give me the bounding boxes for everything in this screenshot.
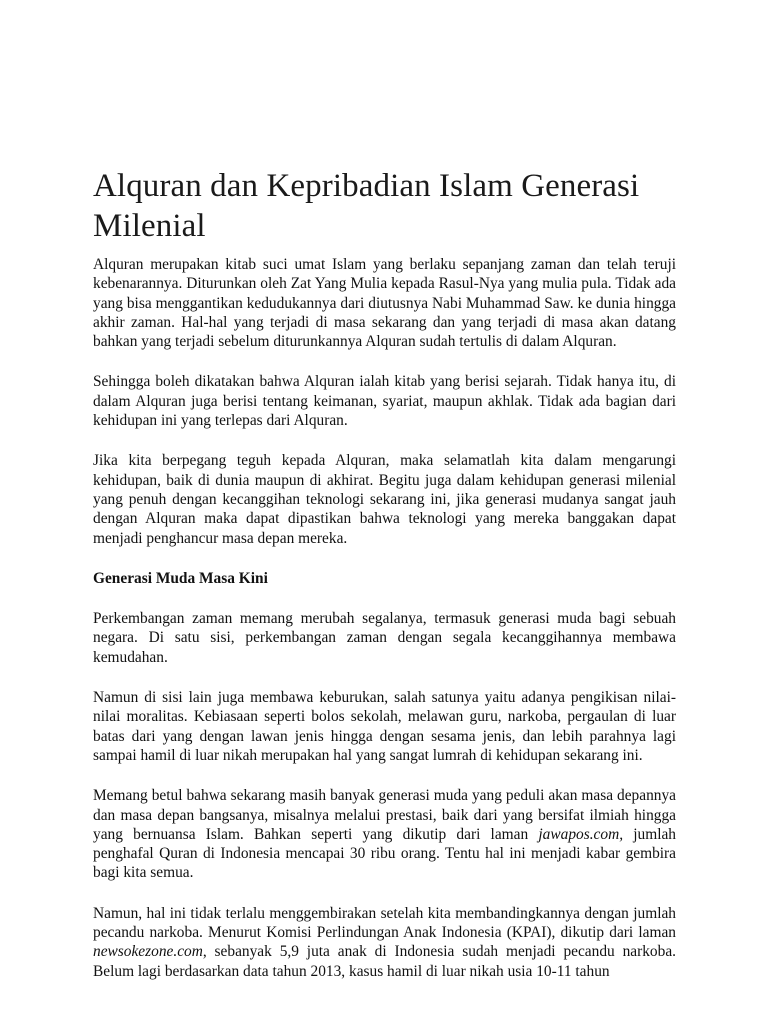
text-segment: jumlah penghafal Quran di Indonesia mencapai 30 ribu orang. Tentu hal ini menjadi kabar gembira bagi kita semua. bbox=[93, 825, 677, 882]
paragraph-development: Perkembangan zaman memang merubah segalanya, termasuk generasi muda bagi sebuah negara. Di satu sisi, perkembangan zaman dengan segala kecanggihannya membawa kemudahan. bbox=[93, 610, 676, 666]
text-segment: Namun, hal ini tidak terlalu menggembirakan setelah kita membandingkannya dengan jumlah pecandu narkoba. Menurut Komisi Perlindungan Anak Indonesia (KPAI), dikutip dari laman bbox=[93, 904, 676, 942]
source-link-jawapos: jawapos.com, bbox=[538, 825, 624, 843]
paragraph-drug-users bbox=[93, 904, 676, 981]
section-heading: Generasi Muda Masa Kini bbox=[93, 569, 268, 587]
text-segment: , sebanyak 5,9 juta anak di Indonesia sudah menjadi pecandu narkoba. Belum lagi berdasarkan data tahun 2013, kasus hamil di luar nikah usia 10-11 tahun bbox=[93, 943, 676, 980]
document-title: Alquran dan Kepribadian Islam Generasi Milenial bbox=[93, 168, 640, 244]
text-segment: Memang betul bahwa sekarang masih banyak generasi muda yang peduli akan masa depannya dan masa depan bangsanya, misalnya melalui prestasi, baik dari yang bersifat ilmiah hingga yang bernuansa Islam. Bahkan seperti yang dikutip dari laman bbox=[93, 787, 676, 843]
paragraph-quran-memorizers bbox=[93, 786, 676, 882]
source-link-newsokezone: newsokezone.com bbox=[93, 943, 203, 961]
paragraph-history: Sehingga boleh dikatakan bahwa Alquran ialah kitab yang berisi sejarah. Tidak hanya itu, di dalam Alquran juga berisi tentang keimanan, syariat, maupun akhlak. Tidak ada bagian dari kehidupan ini yang terlepas dari Alquran. bbox=[93, 373, 676, 430]
article-body bbox=[93, 166, 676, 1002]
paragraph-moral-decline: Namun di sisi lain juga membawa keburukan, salah satunya yaitu adanya pengikisan nilai-nilai moralitas. Kebiasaan seperti bolos sekolah, melawan guru, narkoba, pergaulan di luar batas dari yang dengan lawan jenis hingga dengan sesama jenis, dan lebih parahnya lagi sampai hamil di luar nikah merupakan hal yang sangat lumrah di kehidupan sekarang ini. bbox=[93, 689, 676, 764]
paragraph-intro: Alquran merupakan kitab suci umat Islam yang berlaku sepanjang zaman dan telah teruji kebenarannya. Diturunkan oleh Zat Yang Mulia kepada Rasul-Nya yang mulia pula. Tidak ada yang bisa menggantikan kedudukannya dari diutusnya Nabi Muhammad Saw. ke dunia hingga akhir zaman. Hal-hal yang terjadi di masa sekarang dan yang terjadi di masa akan datang bahkan yang terjadi sebelum diturunkannya Alquran sudah tertulis di dalam Alquran. bbox=[93, 256, 676, 351]
paragraph-millennial: Jika kita berpegang teguh kepada Alquran, maka selamatlah kita dalam mengarungi kehidupan, baik di dunia maupun di akhirat. Begitu juga dalam kehidupan generasi milenial yang penuh dengan kecanggihan teknologi sekarang ini, jika generasi mudanya sangat jauh dengan Alquran maka dapat dipastikan bahwa teknologi yang mereka banggakan dapat menjadi penghancur masa depan mereka. bbox=[93, 452, 676, 547]
